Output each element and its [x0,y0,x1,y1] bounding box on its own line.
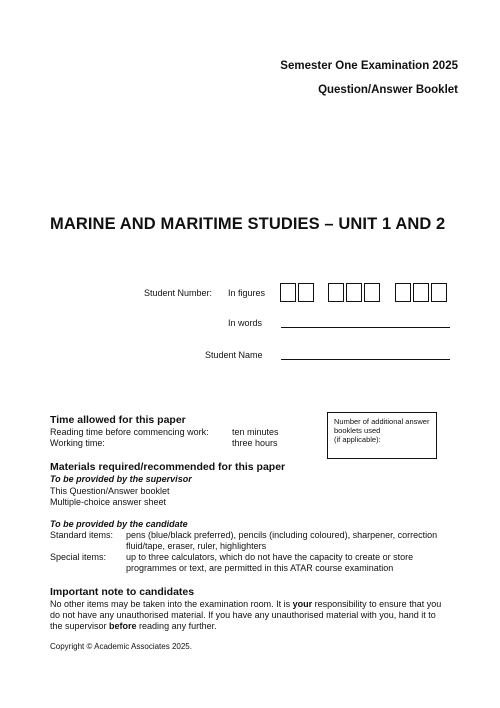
note-line: the supervisor before reading any further. [50,621,217,631]
in-words-line[interactable] [281,327,450,328]
supervisor-item: This Question/Answer booklet [50,486,170,496]
booklet-title: Question/Answer Booklet [318,84,458,96]
digit-box[interactable] [413,283,429,302]
exam-title: Semester One Examination 2025 [280,60,458,72]
course-title: MARINE AND MARITIME STUDIES – UNIT 1 AND 2 [50,215,446,233]
in-figures-label: In figures [228,288,266,298]
time-heading: Time allowed for this paper [50,414,186,426]
digit-box[interactable] [364,283,380,302]
copyright: Copyright © Academic Associates 2025. [50,642,192,651]
student-name-line[interactable] [281,359,450,360]
additional-box-line: Number of additional answer [334,417,430,426]
note-heading: Important note to candidates [50,586,195,598]
digit-box[interactable] [346,283,362,302]
supervisor-item: Multiple-choice answer sheet [50,497,167,507]
candidate-heading: To be provided by the candidate [50,519,188,529]
special-items-label: Special items: [50,552,107,562]
additional-box-line: (if applicable): [334,435,381,444]
student-number-group-2 [328,283,382,303]
supervisor-heading: To be provided by the supervisor [50,474,192,484]
digit-box[interactable] [328,283,344,302]
digit-box[interactable] [298,283,314,302]
digit-box[interactable] [431,283,447,302]
reading-time-label: Reading time before commencing work: [50,427,209,437]
reading-time-value: ten minutes [232,427,279,437]
special-items-text: programmes or text, are permitted in this ATAR course examination [126,563,394,573]
materials-heading: Materials required/recommended for this paper [50,461,286,473]
working-time-label: Working time: [50,438,105,448]
standard-items-text: fluid/tape, eraser, ruler, highlighters [126,541,267,551]
additional-box-line: booklets used [334,426,381,435]
note-line: No other items may be taken into the examination room. It is your responsibility to ensure that you [50,599,442,609]
student-number-group-3 [395,283,449,303]
standard-items-label: Standard items: [50,530,114,540]
note-line: do not have any unauthorised material. If you have any unauthorised material with you, hand it to [50,610,436,620]
additional-booklets-box[interactable] [327,412,437,459]
student-number-label: Student Number: [144,288,213,298]
student-name-label: Student Name [205,350,263,360]
digit-box[interactable] [395,283,411,302]
special-items-text: up to three calculators, which do not have the capacity to create or store [126,552,414,562]
working-time-value: three hours [232,438,278,448]
standard-items-text: pens (blue/black preferred), pencils (including coloured), sharpener, correction [126,530,438,540]
digit-box[interactable] [280,283,296,302]
student-number-group-1 [280,283,316,303]
in-words-label: In words [228,318,263,328]
